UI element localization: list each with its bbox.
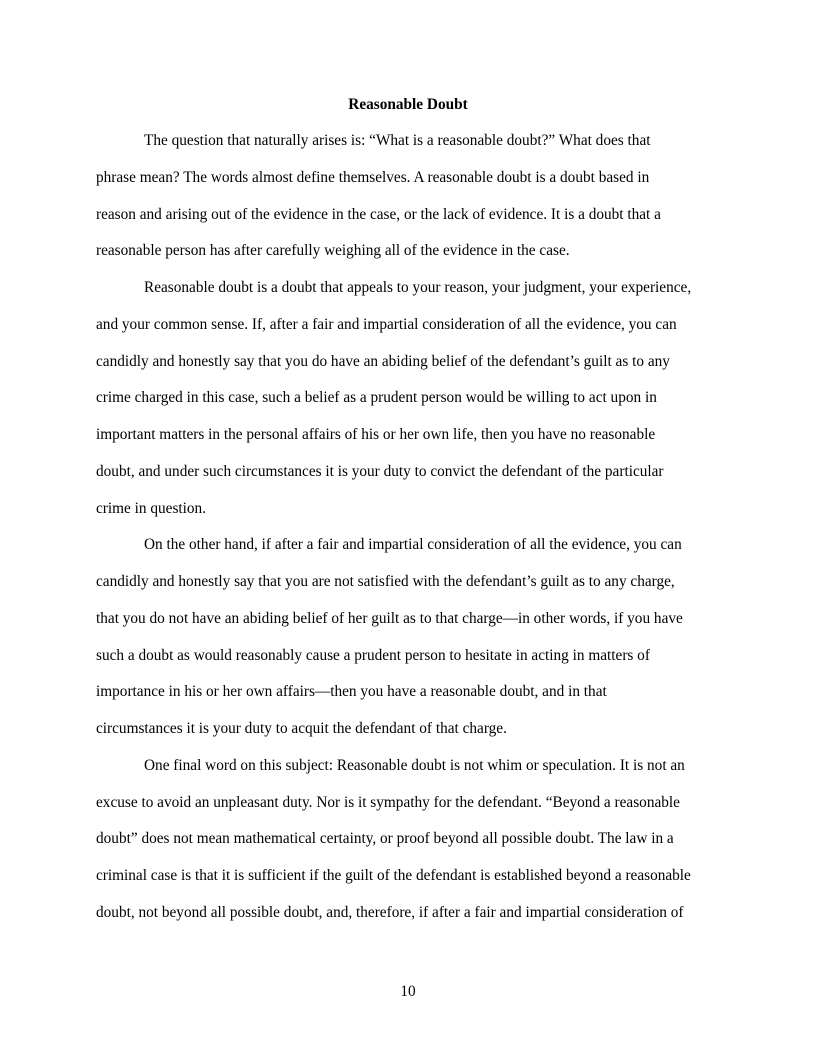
paragraph-line: candidly and honestly say that you are not satisfied with the defendant’s guilt as to any charge, xyxy=(96,573,675,590)
paragraph-line: phrase mean? The words almost define themselves. A reasonable doubt is a doubt based in xyxy=(96,169,650,186)
paragraph-line: important matters in the personal affairs of his or her own life, then you have no reasonable xyxy=(96,426,656,443)
paragraph-line: candidly and honestly say that you do have an abiding belief of the defendant’s guilt as to any xyxy=(96,353,670,370)
paragraph-line: and your common sense. If, after a fair and impartial consideration of all the evidence, you can xyxy=(96,316,677,333)
paragraph-line: circumstances it is your duty to acquit the defendant of that charge. xyxy=(96,720,507,737)
section-heading: Reasonable Doubt xyxy=(348,96,468,113)
paragraph-line: criminal case is that it is sufficient if the guilt of the defendant is established beyond a reasonable xyxy=(96,867,691,884)
paragraph-line: doubt, and under such circumstances it is your duty to convict the defendant of the particular xyxy=(96,463,664,480)
paragraph-line: The question that naturally arises is: “What is a reasonable doubt?” What does that xyxy=(144,132,651,149)
page-number: 10 xyxy=(400,983,416,1000)
paragraph-line: such a doubt as would reasonably cause a prudent person to hesitate in acting in matters of xyxy=(96,647,650,664)
paragraph-line: excuse to avoid an unpleasant duty. Nor is it sympathy for the defendant. “Beyond a reasonable xyxy=(96,794,680,811)
paragraph-line: that you do not have an abiding belief of her guilt as to that charge—in other words, if you have xyxy=(96,610,683,627)
paragraph-line: One final word on this subject: Reasonable doubt is not whim or speculation. It is not an xyxy=(144,757,685,774)
paragraph-line: importance in his or her own affairs—then you have a reasonable doubt, and in that xyxy=(96,683,607,700)
paragraph-line: Reasonable doubt is a doubt that appeals to your reason, your judgment, your experience, xyxy=(144,279,692,296)
paragraph-line: On the other hand, if after a fair and impartial consideration of all the evidence, you can xyxy=(144,536,682,553)
paragraph-line: doubt” does not mean mathematical certainty, or proof beyond all possible doubt. The law in a xyxy=(96,830,674,847)
paragraph-line: reason and arising out of the evidence in the case, or the lack of evidence. It is a doubt that a xyxy=(96,206,661,223)
paragraph-line: crime charged in this case, such a belief as a prudent person would be willing to act upon in xyxy=(96,389,657,406)
paragraph-line: reasonable person has after carefully weighing all of the evidence in the case. xyxy=(96,242,570,259)
paragraph-line: crime in question. xyxy=(96,500,207,517)
paragraph-line: doubt, not beyond all possible doubt, and, therefore, if after a fair and impartial consideration of xyxy=(96,904,684,921)
